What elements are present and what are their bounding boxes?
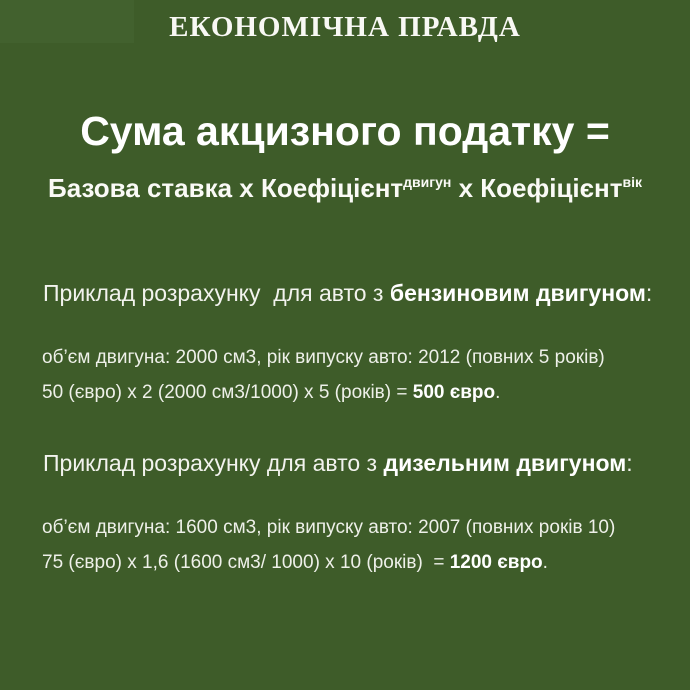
example-petrol-heading (43, 279, 652, 307)
formula-middle-part: х Коефіцієнт (451, 173, 623, 203)
example-diesel-heading (43, 449, 633, 477)
example-petrol-heading-prefix: Приклад розрахунку для авто з (43, 280, 390, 306)
example-diesel-heading-colon: : (626, 450, 633, 476)
example-diesel-calc-result: 1200 євро (449, 552, 543, 573)
formula-superscript-engine: двигун (403, 174, 452, 190)
example-diesel-calc-expression: 75 (євро) х 1,6 (1600 см3/ 1000) х 10 (років) = (42, 552, 450, 573)
example-diesel-heading-emphasis: дизельним двигуном (383, 450, 627, 476)
example-diesel-calc-line (42, 551, 548, 574)
page-title: Сума акцизного податку = (80, 108, 610, 154)
example-petrol-calc-period: . (495, 382, 501, 403)
tax-formula (0, 171, 690, 209)
formula-superscript-age: вік (622, 174, 642, 190)
example-diesel-calc-period: . (542, 552, 548, 573)
example-petrol-calc-result: 500 євро (412, 382, 496, 403)
example-petrol-calc-expression: 50 (євро) х 2 (2000 см3/1000) х 5 (років) = (42, 382, 413, 403)
example-diesel-spec-line: об’єм двигуна: 1600 см3, рік випуску авто: 2007 (повних років 10) (42, 517, 616, 538)
example-petrol-calc-line (42, 381, 500, 404)
example-diesel-heading-prefix: Приклад розрахунку для авто з (43, 450, 384, 476)
brand-logo-text: ЕКОНОМІЧНА ПРАВДА (169, 11, 521, 43)
example-petrol-heading-colon: : (645, 280, 653, 306)
example-petrol-spec-line: об’єм двигуна: 2000 см3, рік випуску авто: 2012 (повних 5 років) (42, 347, 605, 368)
formula-base-part: Базова ставка х Коефіцієнт (48, 173, 404, 203)
example-petrol-heading-emphasis: бензиновим двигуном (389, 280, 646, 306)
